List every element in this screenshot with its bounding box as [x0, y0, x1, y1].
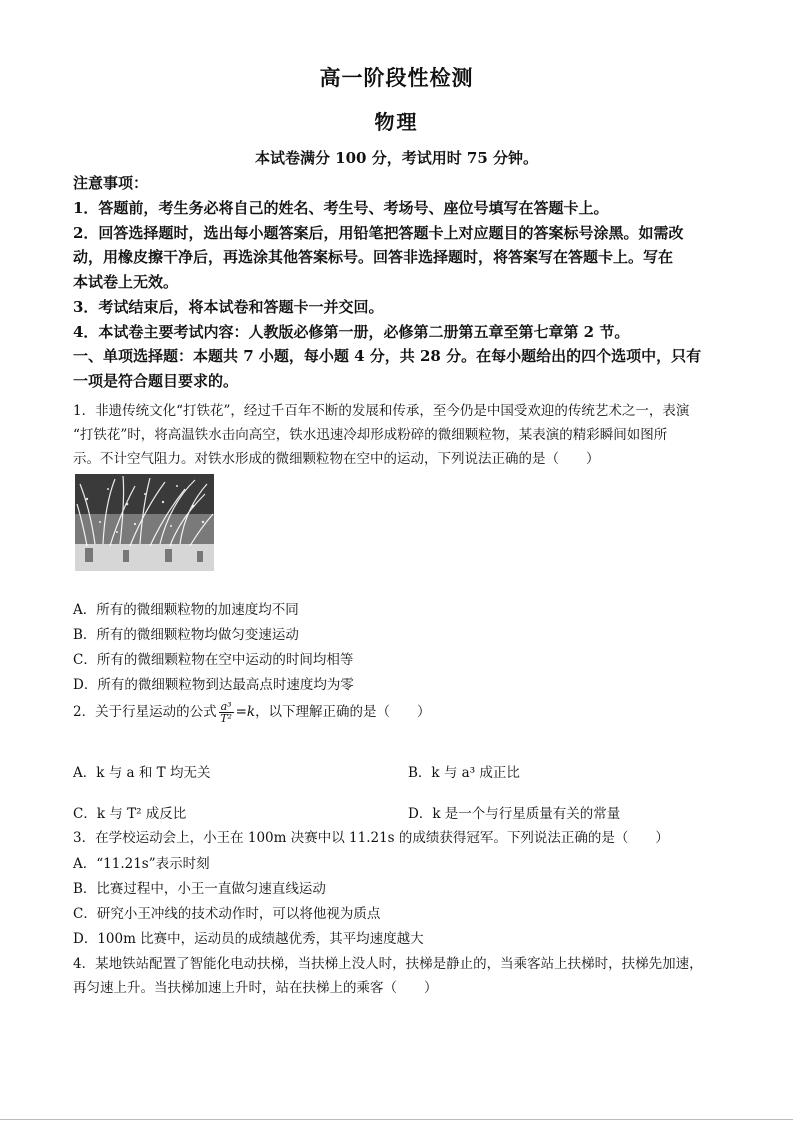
q3-option-a: A．“11.21s”表示时刻: [73, 856, 210, 872]
section-heading: 一项是符合题目要求的。: [73, 372, 239, 390]
q1-stem: “打铁花”时，将高温铁水击向高空，铁水迅速冷却形成粉碎的微细颗粒物，某表演的精彩瞬间如图所: [73, 427, 668, 443]
q2-stem: [73, 700, 431, 724]
notice-line: 4．本试卷主要考试内容：人教版必修第一册，必修第二册第五章至第七章第 2 节。: [73, 323, 630, 341]
q3-stem: 3．在学校运动会上，小王在 100m 决赛中以 11.21s 的成绩获得冠军。下列说法正确的是（ ）: [73, 830, 669, 846]
formula-denominator: T²: [220, 712, 232, 725]
section-heading: 一、单项选择题：本题共 7 小题，每小题 4 分，共 28 分。在每小题给出的四个选项中，只有: [73, 347, 702, 365]
q1-option-c: C．所有的微细颗粒物在空中运动的时间均相等: [73, 652, 354, 668]
q1-stem: 1．非遗传统文化“打铁花”，经过千百年不断的发展和传承，至今仍是中国受欢迎的传统艺术之一，表演: [73, 403, 690, 419]
notice-line: 3．考试结束后，将本试卷和答题卡一并交回。: [73, 298, 384, 316]
q2-option-a: A．k 与 a 和 T 均无关: [73, 765, 211, 781]
q4-stem: 4．某地铁站配置了智能化电动扶梯，当扶梯上没人时，扶梯是静止的，当乘客站上扶梯时，扶梯先加速，: [73, 956, 703, 972]
q2-option-b: B．k 与 a³ 成正比: [408, 765, 520, 781]
notice-line: 2．回答选择题时，选出每小题答案后，用铅笔把答题卡上对应题目的答案标号涂黑。如需改: [73, 224, 684, 242]
q2-stem-post: ，以下理解正确的是（ ）: [255, 704, 431, 720]
q2-option-c: C．k 与 T² 成反比: [73, 806, 187, 822]
notice-line: 1．答题前，考生务必将自己的姓名、考生号、考场号、座位号填写在答题卡上。: [73, 199, 609, 217]
q2-stem-pre: 2．关于行星运动的公式: [73, 704, 217, 720]
formula-numerator: a³: [220, 700, 232, 713]
notice-line: 本试卷上无效。: [73, 273, 179, 291]
formula-equals: =k: [235, 704, 256, 720]
notice-line: 动，用橡皮擦干净后，再选涂其他答案标号。回答非选择题时，将答案写在答题卡上。写在: [73, 248, 674, 266]
exam-title: 高一阶段性检测: [319, 65, 474, 90]
q1-stem: 示。不计空气阻力。对铁水形成的微细颗粒物在空中的运动，下列说法正确的是（ ）: [73, 451, 600, 467]
q1-option-d: D．所有的微细颗粒物到达最高点时速度均为零: [73, 677, 354, 693]
q4-stem: 再匀速上升。当扶梯加速上升时，站在扶梯上的乘客（ ）: [73, 980, 438, 996]
page-bottom-divider: [0, 1119, 793, 1120]
q1-option-a: A．所有的微细颗粒物的加速度均不同: [73, 602, 299, 618]
iron-flower-photo: [75, 474, 214, 571]
q3-option-d: D．100m 比赛中，运动员的成绩越优秀，其平均速度越大: [73, 931, 424, 947]
q3-option-b: B．比赛过程中，小王一直做匀速直线运动: [73, 881, 326, 897]
exam-meta: 本试卷满分 100 分，考试用时 75 分钟。: [254, 149, 539, 167]
q1-option-b: B．所有的微细颗粒物均做匀变速运动: [73, 627, 299, 643]
q3-option-c: C．研究小王冲线的技术动作时，可以将他视为质点: [73, 906, 381, 922]
subject-title: 物理: [374, 110, 419, 134]
notice-heading: 注意事项：: [73, 174, 149, 192]
q2-option-d: D．k 是一个与行星质量有关的常量: [408, 806, 621, 822]
kepler-formula: [219, 701, 234, 724]
